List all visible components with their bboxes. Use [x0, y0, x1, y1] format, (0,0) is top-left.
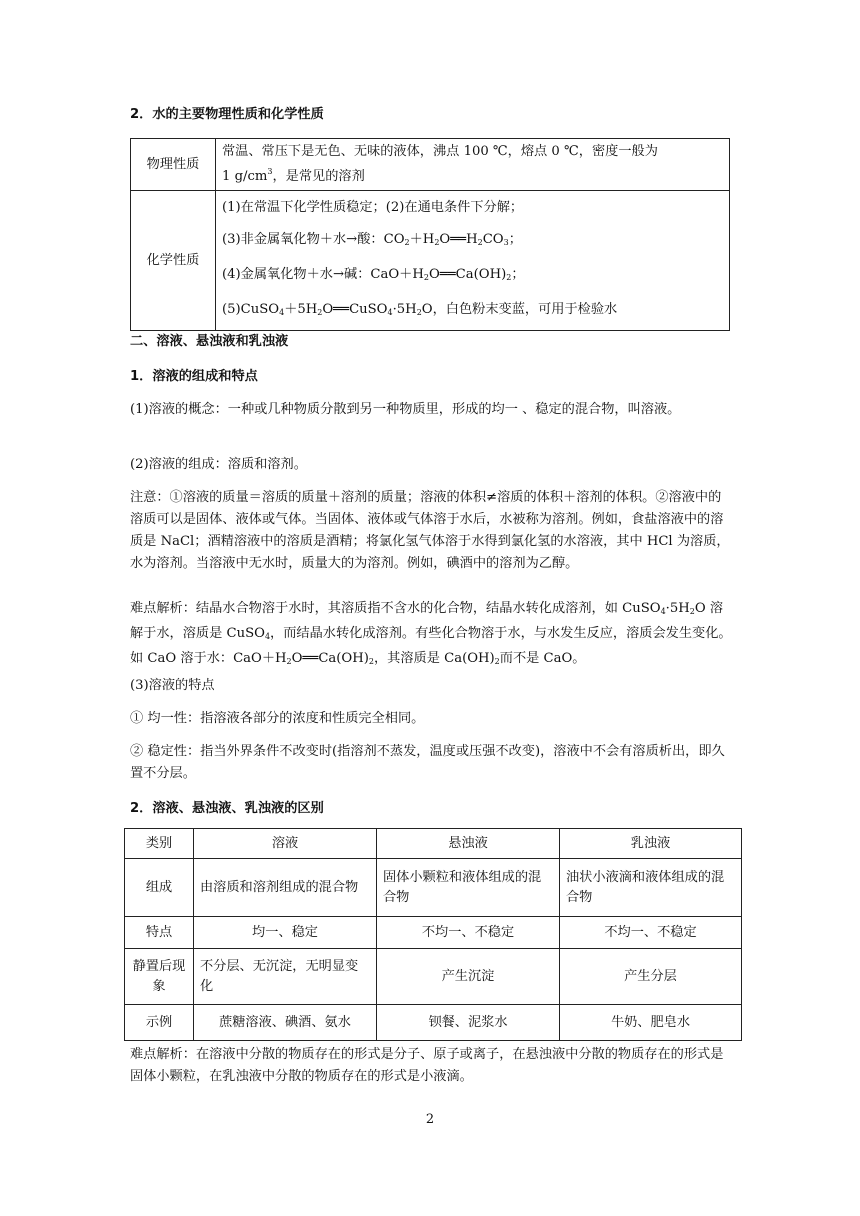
header-suspension: 悬浊液 [377, 829, 560, 859]
header-category: 类别 [125, 829, 194, 859]
subsection-title-comparison: 2．溶液、悬浊液、乳浊液的区别 [130, 801, 324, 816]
comparison-table [124, 828, 742, 1041]
diff-part: 难点解析：结晶水合物溶于水时，其溶质指不含水的化合物，结晶水转化成溶剂，如 CuSO [130, 601, 661, 616]
chem3-sub: 3 [503, 238, 509, 247]
cell-solution-example: 蔗糖溶液、碘酒、氨水 [194, 1005, 377, 1041]
diff-sub: 4 [264, 632, 271, 641]
table-row [125, 859, 742, 917]
table-row [125, 949, 742, 1005]
cell-suspension-composition: 固体小颗粒和液体组成的混合物 [377, 859, 560, 917]
chem-item-4 [222, 259, 723, 294]
chem5-sub: 2 [317, 308, 323, 317]
chem3-part: CO [482, 232, 504, 247]
row-label-example: 示例 [125, 1005, 194, 1041]
paragraph-concept: (1)溶液的概念：一种或几种物质分散到另一种物质里，形成的均一 、稳定的混合物，叫溶液。 [130, 402, 681, 417]
table-row-chemical [131, 191, 730, 331]
subsection-title-composition: 1．溶液的组成和特点 [130, 369, 258, 384]
physical-label-cell: 物理性质 [131, 139, 216, 191]
chem3-sub: 2 [434, 238, 440, 247]
density-unit-exp: 3 [267, 167, 273, 176]
paragraph-composition: (2)溶液的组成：溶质和溶剂。 [130, 457, 307, 472]
chem4-part: (4)金属氧化物＋水→碱：CaO＋H [222, 267, 424, 282]
chem5-sub: 4 [387, 308, 393, 317]
cell-solution-standing: 不分层、无沉淀，无明显变化 [194, 949, 377, 1005]
cell-suspension-example: 钡餐、泥浆水 [377, 1005, 560, 1041]
table-row [125, 917, 742, 949]
diff-part: O 溶解于水，溶质是 CuSO [130, 601, 724, 641]
water-properties-table [130, 138, 730, 331]
paragraph-stability: ② 稳定性：指当外界条件不改变时(指溶剂不蒸发，温度或压强不改变)，溶液中不会有溶质析出，即久置不分层。 [130, 744, 725, 781]
cell-emulsion-composition: 油状小液滴和液体组成的混合物 [560, 859, 742, 917]
chem4-sub: 2 [506, 273, 512, 282]
diff-sub: 2 [494, 657, 500, 666]
cell-suspension-feature: 不均一、不稳定 [377, 917, 560, 949]
cell-solution-composition: 由溶质和溶剂组成的混合物 [194, 859, 377, 917]
chem5-part: O，白色粉末变蓝，可用于检验水 [421, 302, 618, 317]
chem4-sub: 2 [423, 273, 429, 282]
header-emulsion: 乳浊液 [560, 829, 742, 859]
diff-part: ·5H [665, 601, 690, 616]
paragraph-final-difficulty: 难点解析：在溶液中分散的物质存在的形式是分子、原子或离子，在悬浊液中分散的物质存在的形式是固体小颗粒，在乳浊液中分散的物质存在的形式是小液滴。 [130, 1047, 724, 1084]
diff-sub: 4 [660, 607, 666, 616]
chem3-sub: 2 [477, 238, 483, 247]
chemical-desc-cell [216, 191, 730, 331]
chem5-sub: 4 [279, 308, 285, 317]
chem3-sub: 2 [404, 238, 410, 247]
table-row [125, 1005, 742, 1041]
paragraph-uniformity: ① 均一性：指溶液各部分的浓度和性质完全相同。 [130, 711, 425, 726]
chem3-part: O══H [439, 232, 478, 247]
physical-desc-cell [216, 139, 730, 191]
chem-item-1: (1)在常温下化学性质稳定；(2)在通电条件下分解； [222, 200, 524, 215]
diff-part: ，其溶质是 Ca(OH) [373, 651, 495, 666]
chem4-part: ； [511, 267, 525, 282]
chem-item-5 [222, 294, 723, 329]
paragraph-features: (3)溶液的特点 [130, 678, 215, 693]
diff-sub: 2 [286, 657, 292, 666]
chem3-part: ＋H [409, 232, 435, 247]
chem5-part: ＋5H [284, 302, 318, 317]
header-solution: 溶液 [194, 829, 377, 859]
cell-emulsion-standing: 产生分层 [560, 949, 742, 1005]
chem5-part: O══CuSO [322, 302, 388, 317]
cell-solution-feature: 均一、稳定 [194, 917, 377, 949]
chem5-part: ·5H [392, 302, 417, 317]
row-label-composition: 组成 [125, 859, 194, 917]
part-title-solutions: 二、溶液、悬浊液和乳浊液 [130, 334, 289, 349]
density-value: 1 g/cm [222, 169, 268, 184]
cell-suspension-standing: 产生沉淀 [377, 949, 560, 1005]
page-number: 2 [425, 1112, 435, 1127]
table-row-header [125, 829, 742, 859]
solvent-text: ，是常见的溶剂 [272, 169, 365, 184]
cell-emulsion-example: 牛奶、肥皂水 [560, 1005, 742, 1041]
physical-desc-line2 [222, 162, 723, 187]
physical-desc-line1: 常温、常压下是无色、无味的液体，沸点 100 ℃，熔点 0 ℃，密度一般为 [222, 144, 658, 159]
diff-part: O══Ca(OH) [291, 651, 369, 666]
chem3-part: ； [508, 232, 522, 247]
section-heading-water-properties: 2．水的主要物理性质和化学性质 [130, 107, 324, 122]
diff-part: 而不是 CaO。 [499, 651, 586, 666]
diff-sub: 2 [368, 657, 374, 666]
chem4-part: O══Ca(OH) [428, 267, 507, 282]
chem-item-3 [222, 224, 723, 259]
chemical-label-cell: 化学性质 [131, 191, 216, 331]
chem3-part: (3)非金属氧化物＋水→酸：CO [222, 232, 405, 247]
row-label-standing: 静置后现象 [125, 949, 194, 1005]
cell-emulsion-feature: 不均一、不稳定 [560, 917, 742, 949]
chem5-part: (5)CuSO [222, 302, 280, 317]
diff-part: ，而结晶水转化成溶剂。有些化合物溶于水，与水发生反应，溶质会发生变化。如 CaO 溶于水：CaO＋H [130, 626, 732, 666]
diff-sub: 2 [689, 607, 695, 616]
chem5-sub: 2 [416, 308, 422, 317]
paragraph-note: 注意：①溶液的质量＝溶质的质量＋溶剂的质量；溶液的体积≠溶质的体积＋溶剂的体积。②溶液中的溶质可以是固体、液体或气体。当固体、液体或气体溶于水后，水被称为溶剂。例如，食盐溶液中的溶质是 NaCl；酒精溶液中的溶质是酒精；将氯化氢气体溶于水得到氯化氢的水溶液，其中 HCl 为溶质，水为溶剂。当溶液中无水时，质量大的为溶剂。例如，碘酒中的溶剂为乙醇。 [130, 490, 730, 571]
row-label-feature: 特点 [125, 917, 194, 949]
table-row-physical [131, 139, 730, 191]
paragraph-difficulty [130, 598, 734, 673]
